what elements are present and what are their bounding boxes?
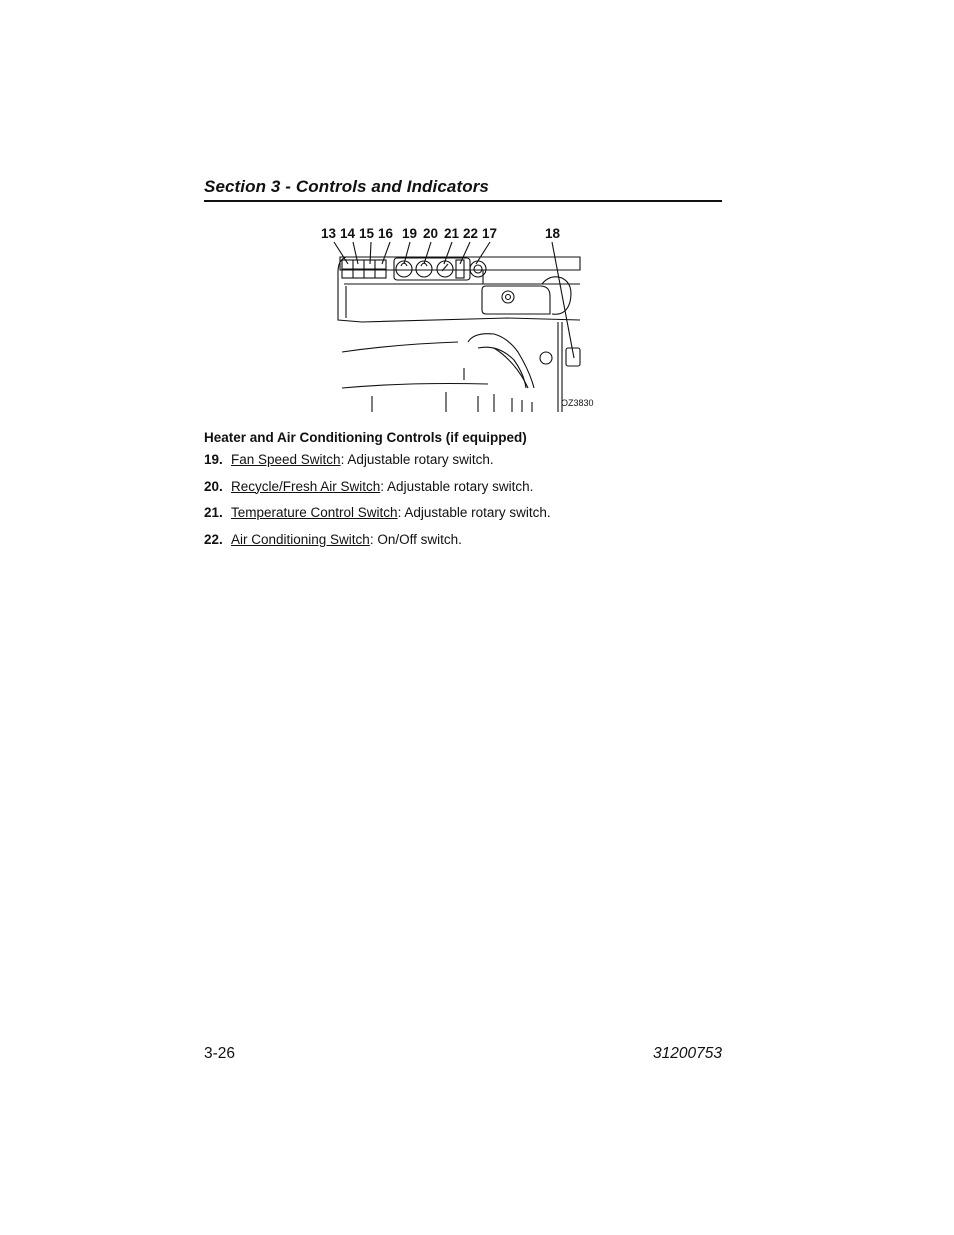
item-number: 20. <box>204 478 223 494</box>
callout-17: 17 <box>482 226 498 241</box>
item-number: 19. <box>204 452 223 467</box>
item-term: Recycle/Fresh Air Switch <box>231 478 381 494</box>
item-term: Temperature Control Switch <box>231 505 398 520</box>
page-number: 3-26 <box>204 1045 236 1062</box>
item-description: : Adjustable rotary switch. <box>340 452 494 467</box>
item-term: Air Conditioning Switch <box>231 531 370 547</box>
figure-code: OZ3830 <box>561 398 594 408</box>
document-number: 31200753 <box>653 1045 722 1062</box>
item-number: 21. <box>204 505 223 520</box>
line-art <box>334 242 580 412</box>
item-description: : Adjustable rotary switch. <box>397 505 551 520</box>
callout-16: 16 <box>378 226 394 241</box>
title-divider <box>204 200 722 202</box>
dashboard-controls-figure <box>318 222 608 417</box>
list-item <box>204 452 551 479</box>
section-title: Section 3 - Controls and Indicators <box>204 177 489 196</box>
callout-18: 18 <box>545 226 561 241</box>
dashboard-illustration <box>318 222 608 417</box>
list-item <box>204 532 551 559</box>
list-item <box>204 505 551 532</box>
section-subheading: Heater and Air Conditioning Controls (if equipped) <box>204 430 527 445</box>
list-item <box>204 479 551 506</box>
item-description: : On/Off switch. <box>369 531 462 547</box>
item-term: Fan Speed Switch <box>231 452 341 467</box>
callout-15: 15 <box>359 226 375 241</box>
item-number: 22. <box>204 531 223 547</box>
callout-14: 14 <box>340 226 356 241</box>
callout-19: 19 <box>402 226 418 241</box>
item-description: : Adjustable rotary switch. <box>380 478 534 494</box>
callout-21: 21 <box>444 226 460 241</box>
callout-22: 22 <box>463 226 479 241</box>
controls-list <box>204 452 551 558</box>
callout-13: 13 <box>321 226 337 241</box>
callout-20: 20 <box>423 226 439 241</box>
